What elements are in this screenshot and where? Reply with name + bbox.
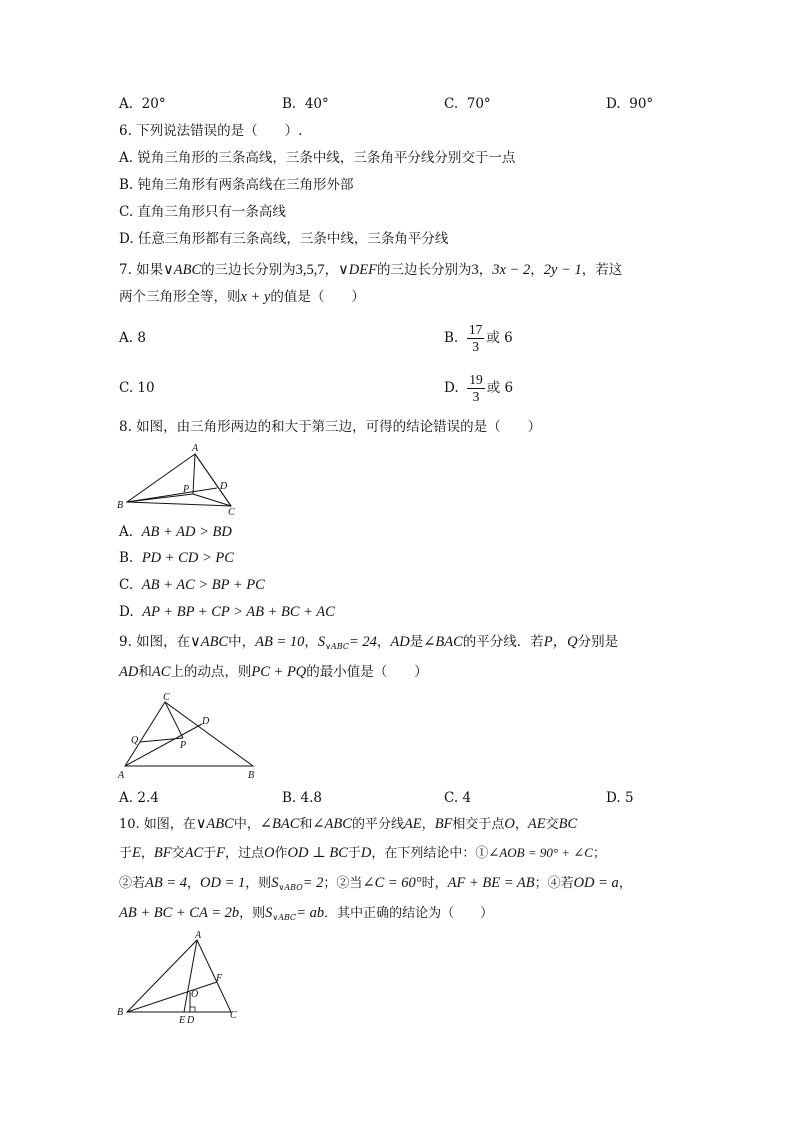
q9-stem-line1: 9. 如图，在∨ABC中，AB = 10，$S_{\vee ABC}= 24$，AD是∠BAC的平分线．若P，Q分别是: [119, 634, 619, 651]
q5-option-a: A. 20°: [119, 96, 166, 112]
q10-stem-line2: 于E，BF交AC于F，过点O作OD ⊥ BC于D，在下列结论中：①∠AOB = 90° + ∠C；: [119, 845, 606, 861]
q9-label-b: B: [248, 770, 255, 781]
q10-label-d: D: [187, 1015, 195, 1026]
q9-segment-qp: [140, 738, 183, 742]
q6-option-c: C. 直角三角形只有一条高线: [119, 204, 286, 220]
q10-label-f: F: [216, 973, 223, 984]
q10-label-c: C: [230, 1010, 237, 1021]
q7-option-b-fraction: $\frac{17}{3}$: [468, 322, 483, 354]
q9-stem-line2: AD和AC上的动点，则PC + PQ的最小值是（ ）: [119, 664, 428, 680]
q7-stem-line2: 两个三角形全等，则x + y的值是（ ）: [119, 289, 365, 305]
q9-option-a: A. 2.4: [119, 790, 159, 806]
q10-label-e: E: [179, 1015, 186, 1026]
q7-option-a: A. 8: [119, 330, 146, 346]
q8-label-b: B: [117, 500, 124, 511]
q5-option-c: C. 70°: [444, 96, 491, 112]
q10-label-a: A: [195, 930, 202, 941]
q9-label-a: A: [118, 770, 125, 781]
q9-triangle-abc: [125, 702, 253, 766]
q8-segment-pc: [193, 494, 231, 506]
q8-label-p: P: [183, 484, 190, 495]
q10-triangle-figure: [113, 928, 253, 1026]
q8-option-d: D. AP + BP + CP > AB + BC + AC: [119, 604, 335, 620]
q6-option-b: B. 钝角三角形有两条高线在三角形外部: [119, 177, 354, 193]
q10-stem-line4: AB + BC + CA = 2b，则$S_{\vee ABC}=$ ab．其中正确的结论为（ ）: [119, 905, 494, 922]
q8-stem: 8. 如图，由三角形两边的和大于第三边，可得的结论错误的是（ ）: [119, 419, 542, 435]
q8-segment-ap: [193, 454, 195, 494]
q9-option-c: C. 4: [444, 790, 472, 806]
q8-option-b: B. PD + CD > PC: [119, 550, 234, 566]
q9-label-p: P: [180, 740, 187, 751]
q6-stem: 6. 下列说法错误的是（ ）.: [119, 123, 303, 139]
q7-option-b: B. $\frac{17}{3}$ 或 6: [444, 322, 513, 354]
q9-label-q: Q: [131, 735, 139, 746]
q8-label-c: C: [228, 507, 235, 518]
q9-label-c: C: [163, 692, 170, 703]
q8-option-a: A. AB + AD > BD: [119, 524, 232, 540]
q8-label-d: D: [220, 481, 228, 492]
q9-option-b: B. 4.8: [282, 790, 322, 806]
q8-label-a: A: [192, 443, 199, 454]
q7-option-c: C. 10: [119, 380, 155, 396]
q6-option-d: D. 任意三角形都有三条高线，三条中线，三条角平分线: [119, 231, 449, 247]
q8-triangle-abc: [127, 454, 231, 506]
q9-option-d: D. 5: [606, 790, 634, 806]
q5-option-b: B. 40°: [282, 96, 329, 112]
q7-option-d-fraction: $\frac{19}{3}$: [469, 372, 483, 404]
q10-label-b: B: [117, 1007, 124, 1018]
q8-option-c: C. AB + AC > BP + PC: [119, 577, 265, 593]
q9-triangle-figure: [115, 690, 265, 782]
q9-label-d: D: [202, 716, 210, 727]
q9-segment-cp: [165, 702, 183, 738]
q10-right-angle-mark: [190, 1007, 195, 1012]
q6-option-a: A. 锐角三角形的三条高线，三条中线，三条角平分线分别交于一点: [119, 150, 516, 166]
q7-option-d: D. $\frac{19}{3}$ 或 6: [444, 372, 514, 404]
q10-stem-line3: ②若AB = 4，OD = 1，则$S_{\vee ABO}= 2$；②当∠C = 60°时，AF + BE = AB；④若OD = a，: [119, 875, 632, 892]
q10-stem-line1: 10. 如图，在∨ABC中，∠BAC和∠ABC的平分线AE，BF相交于点O，AE交BC: [119, 816, 578, 832]
q7-stem-line1: 7. 如果∨ABC的三边长分别为3,5,7，∨DEF的三边长分别为3，3x − 2，2y − 1，若这: [119, 262, 623, 278]
q10-label-o: O: [191, 989, 199, 1000]
q10-segment-bf: [127, 982, 217, 1012]
q8-segment-ac: [195, 454, 231, 506]
q5-option-d: D. 90°: [606, 96, 654, 112]
q8-triangle-figure: [115, 440, 255, 520]
